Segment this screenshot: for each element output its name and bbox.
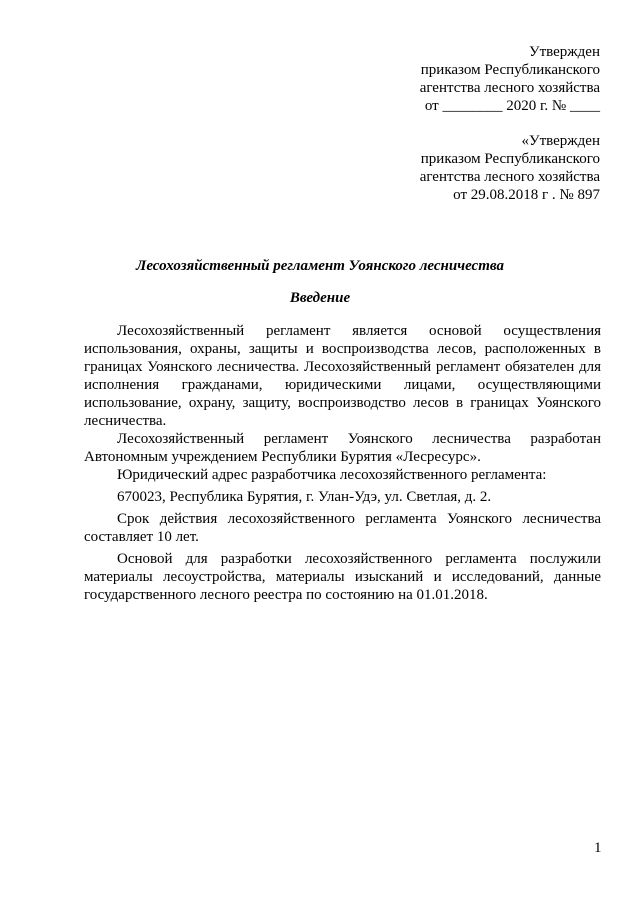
section-heading: Введение	[289, 290, 351, 306]
paragraph: Основой для разработки лесохозяйственного регламента послужили материалы лесоустройства, материалы изысканий и исследований, данные государственного лесного реестра по состоянию на 01.01.2018.	[84, 551, 601, 603]
approval-line: приказом Республиканского	[420, 151, 600, 167]
approval-line: от 29.08.2018 г . № 897	[453, 187, 600, 203]
approval-block-current	[420, 43, 600, 115]
approval-line: «Утвержден	[521, 133, 600, 149]
page-number: 1	[594, 840, 602, 856]
approval-line: приказом Республиканского	[420, 62, 600, 78]
approval-line: от ________ 2020 г. № ____	[424, 98, 600, 114]
approval-block-previous	[420, 132, 600, 204]
approval-line: агентства лесного хозяйства	[419, 80, 600, 96]
approval-line: агентства лесного хозяйства	[419, 169, 600, 185]
paragraph: Юридический адрес разработчика лесохозяйственного регламента:	[117, 467, 547, 483]
paragraph: Лесохозяйственный регламент является основой осуществления использования, охраны, защиты и воспроизводства лесов, расположенных в границах Уоянского лесничества. Лесохозяйственный регламент обязателен для исполнения гражданами, юридическими лицами, осуществляющими использование, охрану, защиту, воспроизводство лесов в границах Уоянского лесничества.	[84, 323, 601, 429]
body-text	[84, 322, 601, 604]
approval-line: Утвержден	[528, 44, 600, 60]
document-title: Лесохозяйственный регламент Уоянского лесничества	[136, 258, 504, 274]
paragraph: Срок действия лесохозяйственного регламента Уоянского лесничества составляет 10 лет.	[84, 511, 601, 545]
paragraph: Лесохозяйственный регламент Уоянского лесничества разработан Автономным учреждением Республики Бурятия «Лесресурс».	[84, 431, 601, 465]
paragraph: 670023, Республика Бурятия, г. Улан-Удэ, ул. Светлая, д. 2.	[117, 489, 492, 505]
